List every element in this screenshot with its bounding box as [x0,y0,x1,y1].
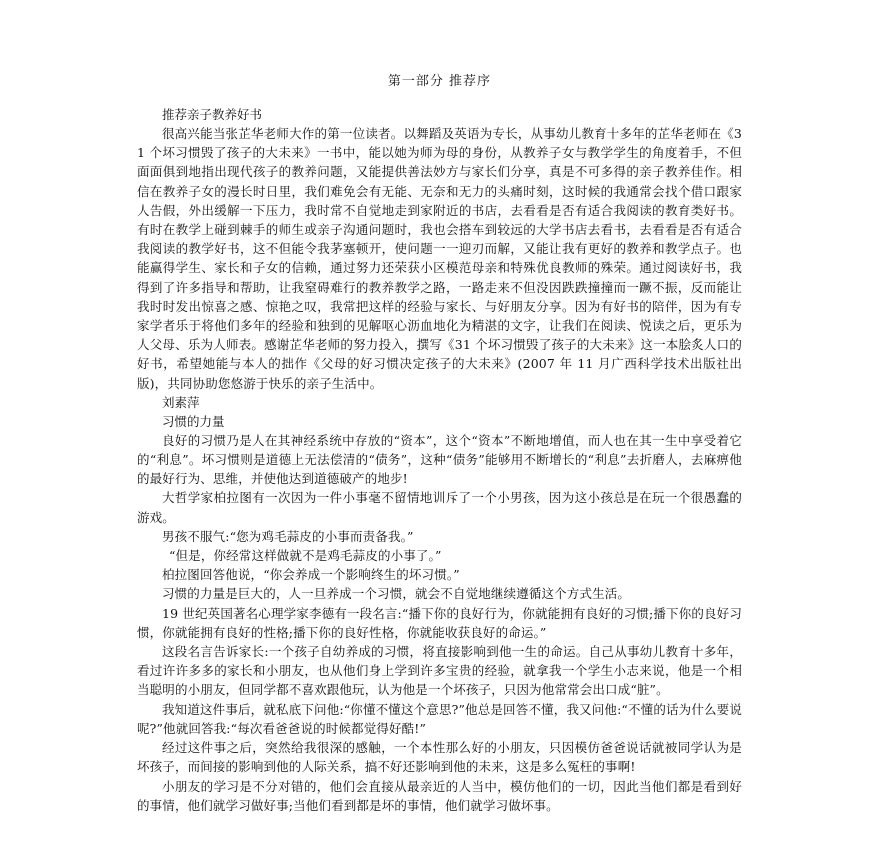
paragraph: 习惯的力量是巨大的，人一旦养成一个习惯，就会不自觉地继续遵循这个方式生活。 [162,586,631,602]
paragraph: 男孩不服气:“您为鸡毛蒜皮的小事而责备我。” [162,528,414,544]
author-name: 刘素萍 [162,394,200,410]
paragraph: “但是，你经常这样做就不是鸡毛蒜皮的小事了。” [169,548,442,564]
paragraph: 良好的习惯乃是人在其神经系统中存放的“资本”，这个“资本”不断地增值，而人也在其一生中享受着它的“利息”。坏习惯则是道德上无法偿清的“债务”，这种“债务”能够用不断增长的“利息”去折磨人，去麻痹他的最好行为、思维，并使他达到道德破产的地步! [137,432,742,487]
paragraph: 这段名言告诉家长:一个孩子自幼养成的习惯，将直接影响到他一生的命运。自己从事幼儿教育十多年，看过许许多多的家长和小朋友，也从他们身上学到许多宝贵的经验，就拿我一个学生小志来说，他是一个相当聪明的小朋友，但同学都不喜欢跟他玩，认为他是一个坏孩子，只因为他常常会出口成“脏”。 [137,644,742,698]
paragraph: 经过这件事之后，突然给我很深的感触，一个本性那么好的小朋友，只因模仿爸爸说话就被同学认为是坏孩子，而间接的影响到他的人际关系，搞不好还影响到他的未来，这是多么冤枉的事啊! [137,740,742,775]
paragraph: 小朋友的学习是不分对错的，他们会直接从最亲近的人当中，模仿他们的一切，因此当他们都是看到好的事情，他们就学习做好事;当他们看到都是坏的事情，他们就学习做坏事。 [137,778,742,813]
page-title: 第一部分 推荐序 [387,74,492,89]
paragraph: 19 世纪英国著名心理学家李德有一段名言:“播下你的良好行为，你就能拥有良好的习惯;播下你的良好习惯，你就能拥有良好的性格;播下你的良好性格，你就能收获良好的命运。” [137,605,742,640]
section-heading-habit: 习惯的力量 [162,413,225,429]
paragraph: 大哲学家柏拉图有一次因为一件小事毫不留情地训斥了一个小男孩，因为这小孩总是在玩一个很愚蠢的游戏。 [137,490,742,525]
paragraph: 我知道这件事后，就私底下问他:“你懂不懂这个意思?”他总是回答不懂，我又问他:“不懂的话为什么要说呢?”他就回答我:“每次看爸爸说的时候都觉得好酷!” [137,701,742,736]
paragraph: 柏拉图回答他说，“你会养成一个影响终生的坏习惯。” [162,567,460,583]
paragraph: 很高兴能当张芷华老师大作的第一位读者。以舞蹈及英语为专长，从事幼儿教育十多年的芷华老师在《31 个坏习惯毁了孩子的大未来》一书中，能以她为师为母的身份，从教养子女与教学学生的角度着手，不但面面俱到地指出现代孩子的教养问题，又能提供善法妙方与家长们分享，真是不可多得的亲子教养佳作。相信在教养子女的漫长时日里，我们难免会有无能、无奈和无力的头痛时刻，这时候的我通常会找个借口跟家人告假，外出缓解一下压力，我时常不自觉地走到家附近的书店，去看看是否有适合我阅读的教育类好书。有时在教学上碰到棘手的师生或亲子沟通问题时，我也会搭车到较远的大学书店去看书，去看看是否有适合我阅读的教学好书，这不但能令我茅塞顿开，使问题一一迎刃而解，又能让我有更好的教养和教学点子。也能赢得学生、家长和子女的信赖，通过努力还荣获小区模范母亲和特殊优良教师的殊荣。通过阅读好书，我得到了许多指导和帮助，让我窒碍难行的教养教学之路，一路走来不但没因跌跌撞撞而一蹶不振，反而能让我时时发出惊喜之感、惊艳之叹，我常把这样的经验与家长、与好朋友分享。因为有好书的陪伴，因为有专家学者乐于将他们多年的经验和独到的见解呕心沥血地化为精湛的文字，让我们在阅读、悦读之后，更乐为人父母、乐为人师表。感谢芷华老师的努力投入，撰写《31 个坏习惯毁了孩子的大未来》这一本脍炙人口的好书，希望她能与本人的拙作《父母的好习惯决定孩子的大未来》(2007 年 11 月广西科学技术出版社出版)，共同协助您悠游于快乐的亲子生活中。 [137,126,742,391]
section-heading-recommend: 推荐亲子教养好书 [162,107,263,122]
